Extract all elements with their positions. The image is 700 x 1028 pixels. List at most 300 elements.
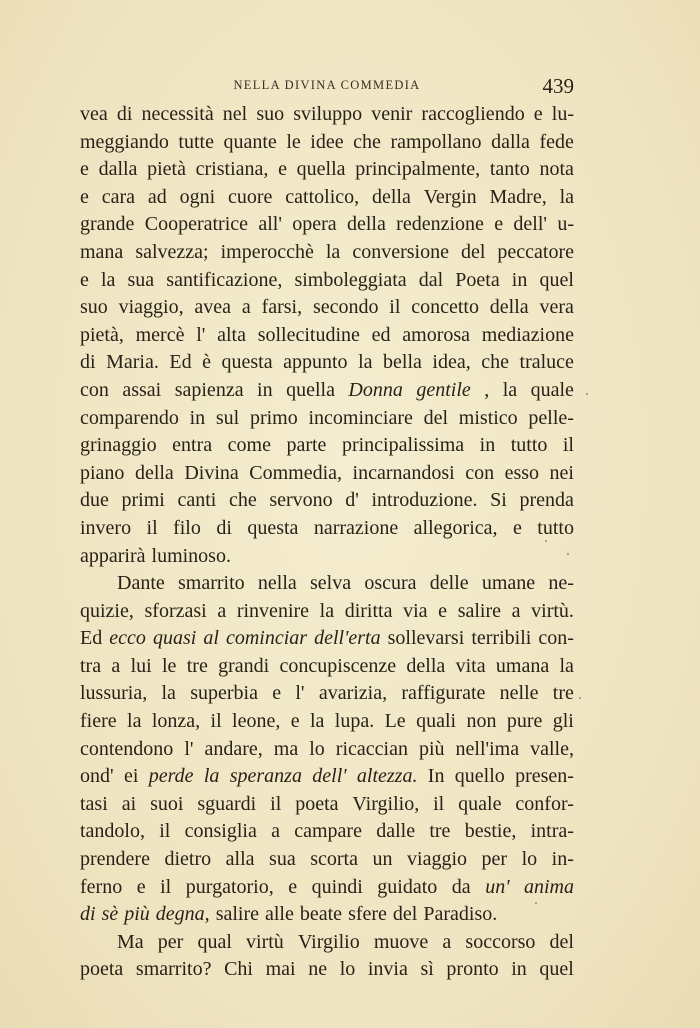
word: nella [257, 572, 297, 595]
text-line [80, 405, 574, 433]
word: e [80, 268, 89, 291]
word: diritta [344, 599, 393, 622]
word: quel [539, 958, 574, 981]
word: opera [292, 213, 337, 236]
word: del [392, 903, 418, 926]
text-line [80, 763, 574, 791]
word: questa [247, 516, 299, 539]
word: grande [80, 213, 135, 236]
word: canti [177, 489, 217, 512]
word: u- [557, 213, 574, 236]
word: salire [215, 903, 259, 926]
word: la [502, 378, 518, 401]
word: Ed [169, 351, 192, 374]
word: cuore [228, 185, 273, 208]
word: suo [256, 103, 285, 125]
word: quizie, [80, 599, 134, 622]
word: Madre, [489, 185, 547, 208]
word: un [372, 848, 393, 871]
word: campare [294, 820, 362, 843]
word: in [189, 406, 206, 429]
text-line [80, 322, 574, 350]
word: rinvenire [236, 599, 310, 622]
word: nelle [499, 682, 539, 705]
word: e [272, 682, 282, 705]
word: quella [286, 378, 335, 401]
word: Dante [117, 572, 165, 595]
word: quante [223, 130, 277, 153]
italic-word: Donna [348, 378, 403, 401]
word: sua [127, 268, 155, 291]
word: delle [429, 572, 469, 595]
word: dietro [164, 848, 212, 871]
word: ferno [80, 875, 123, 898]
text-line [80, 239, 574, 267]
word: d' [345, 489, 359, 512]
text-line [80, 377, 574, 405]
word: Chi [224, 958, 253, 981]
word: tandolo, [80, 820, 145, 843]
word: tutto [510, 434, 548, 457]
word: idee [310, 130, 344, 153]
word: consiglia [184, 820, 257, 843]
word: come [227, 434, 271, 457]
word: in- [551, 848, 574, 871]
word: pelle- [528, 406, 574, 429]
word: concupiscenze [279, 654, 397, 677]
word: primo [249, 406, 298, 429]
word: umane [481, 572, 536, 595]
print-speck [579, 697, 581, 699]
word: questa [221, 351, 273, 374]
word: Divina [184, 461, 239, 484]
word: è [202, 351, 211, 374]
word: tutte [178, 130, 214, 153]
word: il [433, 792, 445, 815]
word: amorosa [402, 323, 471, 346]
italic-word: anima [524, 875, 574, 898]
word: alta [217, 323, 246, 346]
word: cristiana, [195, 158, 269, 181]
text-line [80, 625, 574, 653]
word: alle [265, 903, 294, 926]
word: quale [530, 378, 574, 401]
word: mistico [458, 406, 518, 429]
word: lupa. [334, 710, 375, 733]
word: smarrito? [135, 958, 212, 981]
word: Cooperatrice [144, 213, 249, 236]
word: sapienza [174, 378, 244, 401]
word: la [325, 240, 341, 263]
word: peccatore [497, 240, 574, 263]
word: del [460, 240, 486, 263]
word: cattolico, [285, 185, 360, 208]
italic-word: ecco [109, 627, 146, 650]
word: assai [122, 378, 162, 401]
word: Ed [80, 627, 103, 650]
word: guidato [377, 875, 438, 898]
word: all' [258, 213, 282, 236]
word: l' [184, 737, 194, 760]
word: per [157, 930, 184, 953]
word: che [228, 489, 257, 512]
word: sollevarsi [387, 627, 465, 650]
word: il [146, 516, 158, 539]
word: dal [418, 268, 444, 291]
word: e [533, 103, 543, 125]
word: sviluppo [293, 103, 363, 125]
italic-word: speranza [229, 765, 302, 788]
word: invero [80, 516, 132, 539]
word: umana [495, 654, 550, 677]
text-line [80, 570, 574, 598]
text-line [80, 294, 574, 322]
word: e [288, 875, 298, 898]
word: il [562, 434, 574, 457]
word: In [427, 765, 445, 788]
word: idea, [432, 351, 471, 374]
word: via [403, 599, 428, 622]
word: Le [384, 710, 406, 733]
word: due [80, 489, 109, 512]
word: Maria. [106, 351, 159, 374]
italic-word: più [124, 903, 150, 926]
word: esso [504, 461, 540, 484]
print-speck [535, 902, 537, 904]
word: conversione [352, 240, 449, 263]
word: pietà [147, 158, 186, 181]
word: scorta [310, 848, 358, 871]
text-line [80, 184, 574, 212]
word: farsi, [261, 296, 303, 319]
text-line [80, 680, 574, 708]
word: Ma [117, 930, 144, 953]
word: sguardi [197, 792, 257, 815]
word: Virgilio [297, 930, 360, 953]
word: il [270, 792, 282, 815]
word: quali [416, 710, 457, 733]
word: e [80, 158, 89, 181]
word: dalla [98, 158, 138, 181]
word: traluce [519, 351, 574, 374]
word: superbia [190, 682, 258, 705]
word: viaggio, [118, 296, 184, 319]
word: ricaccian [335, 737, 408, 760]
word: ed [371, 323, 391, 346]
italic-word: altezza. [356, 765, 418, 788]
word: il [160, 875, 172, 898]
word: oscura [364, 572, 417, 595]
word: entra [172, 434, 213, 457]
word: con- [538, 627, 574, 650]
word: dell' [513, 213, 547, 236]
word: nota [539, 158, 574, 181]
italic-word: la [203, 765, 220, 788]
word: le [286, 130, 301, 153]
word: la [358, 351, 373, 374]
word: filo [173, 516, 201, 539]
word: Poeta [455, 268, 500, 291]
word: a [217, 599, 227, 622]
text-line [80, 929, 574, 957]
word: dalle [376, 820, 416, 843]
word: il [389, 296, 401, 319]
italic-word: dell' [312, 765, 347, 788]
word: e [512, 516, 522, 539]
word: della [346, 213, 386, 236]
word: di [216, 516, 232, 539]
text-line [80, 818, 574, 846]
word: comparendo [80, 406, 179, 429]
word: e [290, 710, 300, 733]
word: da [451, 875, 471, 898]
italic-word: un' [485, 875, 510, 898]
word: mediazione [481, 323, 574, 346]
word: nell'ima [455, 737, 520, 760]
word: imperocchè [220, 240, 314, 263]
word: con [465, 461, 495, 484]
word: Vergin [423, 185, 477, 208]
word: principalissima [341, 434, 465, 457]
word: ad [147, 185, 167, 208]
word: ne- [548, 572, 574, 595]
text-line [80, 460, 574, 488]
word: allegorica, [413, 516, 498, 539]
italic-word: di [80, 903, 96, 926]
word: non [466, 710, 497, 733]
word: avea [194, 296, 232, 319]
word: tre [552, 682, 574, 705]
text-line [80, 598, 574, 626]
italic-word: sè [101, 903, 119, 926]
word: di [116, 103, 133, 125]
word: virtù [246, 930, 284, 953]
word: qual [197, 930, 232, 953]
word: per [481, 848, 508, 871]
italic-word: quasi [152, 627, 197, 650]
word: invia [367, 958, 408, 981]
word: la [100, 268, 116, 291]
word: ogni [179, 185, 216, 208]
word: la [309, 710, 325, 733]
word: lussuria, [80, 682, 148, 705]
word: lui [130, 654, 152, 677]
page-header [80, 74, 574, 98]
text-line [80, 349, 574, 377]
word: sollecitudine [257, 323, 360, 346]
word: bella [383, 351, 422, 374]
text-line [80, 874, 574, 902]
word: tra [80, 654, 102, 677]
word: confor- [515, 792, 574, 815]
word: mana [80, 240, 124, 263]
word: fiere [80, 710, 117, 733]
word: virtù. [531, 599, 574, 622]
text-line [80, 267, 574, 295]
word: grinaggio [80, 434, 157, 457]
word: vea [80, 103, 108, 125]
word: suo [80, 296, 108, 319]
word: Commedia, [249, 461, 343, 484]
word: lo [339, 958, 356, 981]
word: sì [420, 958, 434, 981]
word: principalmente, [355, 158, 481, 181]
word: parte [286, 434, 327, 457]
word: la [161, 682, 176, 705]
word: del [549, 930, 574, 953]
word: sul [215, 406, 240, 429]
text-line [80, 901, 574, 929]
word: e [438, 599, 448, 622]
word: leone, [232, 710, 281, 733]
word: quello [454, 765, 505, 788]
italic-word: gentile [416, 378, 471, 401]
word: rampollano [390, 130, 482, 153]
text-line [80, 515, 574, 543]
word: che [481, 351, 509, 374]
word: il [159, 820, 171, 843]
word: in [511, 958, 527, 981]
word: raccogliendo [421, 103, 525, 125]
italic-word: dell'erta [314, 627, 381, 650]
word: il [210, 710, 222, 733]
word: redenzione [396, 213, 484, 236]
word: in [511, 268, 528, 291]
italic-word: perde [148, 765, 194, 788]
word: valle, [530, 737, 574, 760]
word: mercè [135, 323, 185, 346]
word: e [136, 875, 146, 898]
word: di [80, 351, 96, 374]
word: ond' [80, 765, 114, 788]
word: a [511, 599, 521, 622]
word: concetto [411, 296, 479, 319]
word: in [479, 434, 496, 457]
word: pietà, [80, 323, 124, 346]
word: del [423, 406, 449, 429]
word: viaggio [407, 848, 468, 871]
text-line [80, 101, 574, 129]
text-line [80, 653, 574, 681]
word: poeta [295, 792, 339, 815]
text-line [80, 846, 574, 874]
word: Paradiso. [423, 903, 498, 926]
word: quale [458, 792, 502, 815]
word: lu- [551, 103, 574, 125]
text-line [80, 791, 574, 819]
italic-word: cominciar [225, 627, 308, 650]
word: contendono [80, 737, 174, 760]
word: della [406, 654, 446, 677]
text-line [80, 156, 574, 184]
word: suoi [150, 792, 184, 815]
word: grandi [218, 654, 270, 677]
word: servono [269, 489, 333, 512]
word: e [80, 185, 89, 208]
word: a [442, 930, 452, 953]
word: ai [121, 792, 137, 815]
word: tanto [489, 158, 530, 181]
word: vita [455, 654, 486, 677]
word: le [162, 654, 177, 677]
word: selva [310, 572, 352, 595]
word: tutto [537, 516, 574, 539]
word: con [80, 378, 109, 401]
word: alla [225, 848, 255, 871]
word: e [494, 213, 504, 236]
word: santificazione, [166, 268, 283, 291]
word: avarizia, [318, 682, 388, 705]
word: della [371, 185, 411, 208]
text-line [80, 543, 574, 571]
word: quella [296, 158, 346, 181]
word: piano [80, 461, 125, 484]
word: andare, [204, 737, 263, 760]
word: vera [539, 296, 574, 319]
word: smarrito [178, 572, 245, 595]
word: secondo [312, 296, 379, 319]
word: dalla [491, 130, 530, 153]
word: soccorso [465, 930, 536, 953]
word: prendere [80, 848, 150, 871]
body-text [80, 101, 574, 984]
word: la [319, 599, 335, 622]
word: l' [295, 682, 305, 705]
word: mai [265, 958, 296, 981]
word: a [241, 296, 251, 319]
running-title: NELLA DIVINA COMMEDIA [233, 78, 421, 92]
word: cara [101, 185, 136, 208]
text-line [80, 432, 574, 460]
word: beate [299, 903, 343, 926]
word: purgatorio, [185, 875, 274, 898]
word: quel [539, 268, 574, 291]
word: nel [222, 103, 248, 125]
word: simboleggiata [294, 268, 407, 291]
word: ne [308, 958, 328, 981]
word: in [257, 378, 273, 401]
text-line [80, 708, 574, 736]
word: sua [269, 848, 296, 871]
word: tre [429, 820, 451, 843]
word: meggiando [80, 130, 169, 153]
word: ei [123, 765, 139, 788]
word: gli [552, 710, 574, 733]
word: lo [521, 848, 538, 871]
word: venir [371, 103, 413, 125]
word: appunto [283, 351, 348, 374]
word: più [418, 737, 445, 760]
word: pronto [446, 958, 499, 981]
word: bestie, [464, 820, 517, 843]
word: lo [309, 737, 325, 760]
word: raffigurate [401, 682, 486, 705]
text-line [80, 736, 574, 764]
text-line [80, 129, 574, 157]
print-speck [586, 393, 588, 395]
word: a [271, 820, 280, 843]
word: la [127, 710, 142, 733]
word: che [353, 130, 381, 153]
word: primi [121, 489, 165, 512]
word: a [111, 654, 121, 677]
word: apparirà [80, 544, 146, 567]
word: Si [490, 489, 507, 512]
word: sfere [348, 903, 387, 926]
print-speck [567, 553, 569, 555]
word: la [559, 654, 574, 677]
italic-word: degna, [155, 903, 210, 926]
